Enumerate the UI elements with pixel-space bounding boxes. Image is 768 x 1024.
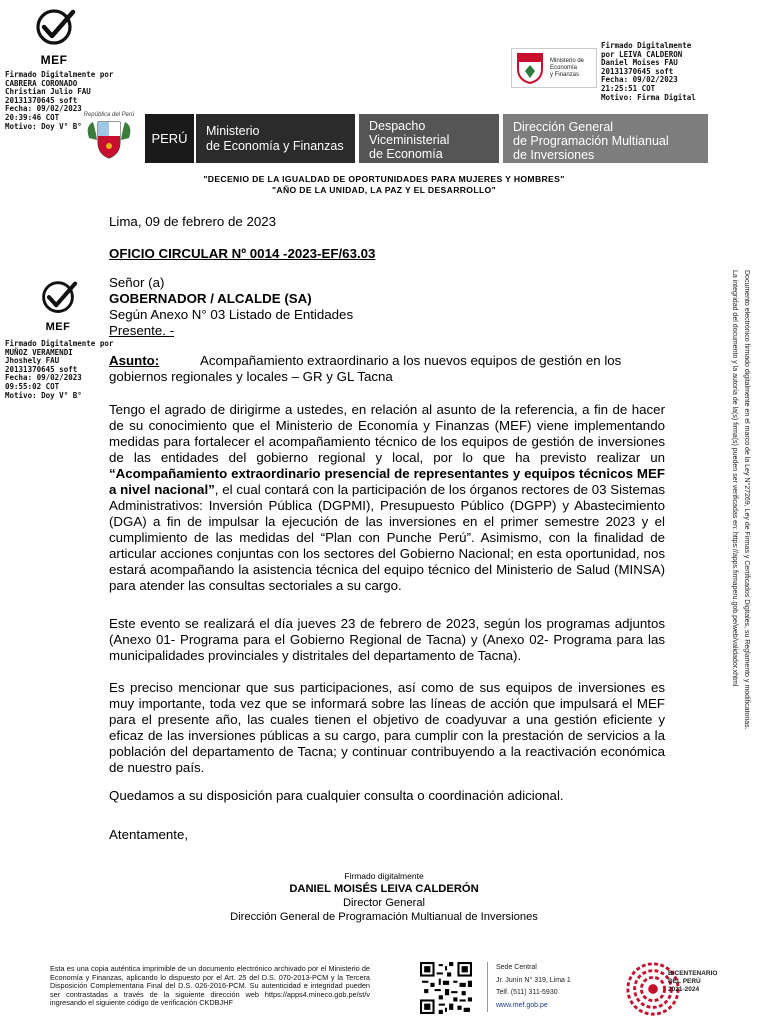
header-vice-line: Despacho — [369, 119, 426, 133]
signature-stamp-leiva — [601, 42, 696, 102]
header-viceministry — [359, 114, 499, 163]
closing: Atentamente, — [109, 827, 189, 842]
qr-code-icon — [420, 962, 472, 1014]
p1-text-b: , el cual contará con la participación de los órganos rectores de 03 Sistemas Administrativos: Inversión Pública (DGPMI), Presupuesto Público (DGPP) y Abastecimiento (DGA) a fin de impulsar la ejecución de las inversiones en el primer semestre 2023 y el cumplimiento de las medidas del “Plan con Punche Perú”. Asimismo, con la finalidad de articular acciones conjuntas con los sectores del Gobierno Nacional; en esta oportunidad, nos estará acompañando la asistencia técnica del equipo técnico del Ministerio de Salud (MINSA) para atender las consultas sectoriales a su cargo. — [109, 482, 665, 593]
ministry-emblem-top-right — [511, 48, 597, 88]
stamp-line: Motivo: Doy V° B° — [5, 390, 82, 400]
digital-signature-side-note — [722, 270, 762, 740]
p1-text-a: Tengo el agrado de dirigirme a ustedes, en relación al asunto de la referencia, a fin de hacer de su conocimiento que el Ministerio de Economía y Finanzas (MEF) viene implementando medidas para fortalecer el acompañamiento técnico de los equipos de gestión de inversiones de las entidades del gobierno regional y local, por lo que ha previsto realizar un — [109, 402, 665, 465]
stamp-line: 20131370645 soft — [601, 66, 674, 76]
presente: Presente. - — [109, 323, 175, 338]
decenio-line: "DECENIO DE LA IGUALDAD DE OPORTUNIDADES PARA MUJERES Y HOMBRES" — [203, 174, 565, 184]
emblem-line: Ministerio de — [550, 57, 585, 64]
coat-of-arms-icon — [84, 118, 134, 162]
stamp-line: Firmado Digitalmente por — [5, 339, 114, 348]
mef-logo-top — [28, 8, 80, 67]
stamp-line: Firmado Digitalmente — [601, 41, 692, 50]
stamp-line: 20131370645 soft — [5, 364, 78, 374]
stamp-line: MUÑOZ VERAMENDI — [5, 347, 73, 357]
signature-name: DANIEL MOISÉS LEIVA CALDERÓN — [289, 883, 479, 895]
header-dg-line: de Inversiones — [513, 148, 595, 162]
peru-shield-icon — [515, 51, 545, 85]
asunto-text: Acompañamiento extraordinario a los nuevos equipos de gestión en los gobiernos regionales y locales – GR y GL Tacna — [109, 353, 622, 384]
stamp-line: Motivo: Doy V° B° — [5, 121, 82, 131]
paragraph-3: Es preciso mencionar que sus participaciones, así como de sus equipos de inversiones es muy importante, toda vez que se informará sobre las líneas de acción que impulsará el MEF para el presente año, las cuales tienen el objetivo de coadyuvar a una gestión eficiente y eficaz de las inversiones públicas a su cargo, para cumplir con la prestación de servicios a la población del departamento de Tacna; y continuar contribuyendo a la reactivación económica de nuestro país. — [109, 680, 665, 775]
mef-check-icon — [37, 280, 79, 316]
paragraph-2: Este evento se realizará el día jueves 23 de febrero de 2023, según los programas adjuntos (Anexo 01- Programa para el Gobierno Regional de Tacna) y (Anexo 02- Programa para las municipalidades provinciales y distritales del departamento de Tacna). — [109, 616, 665, 663]
bicent-line: DEL PERÚ — [668, 978, 701, 985]
mef-logo-text: MEF — [40, 53, 68, 67]
stamp-line: 09:55:02 COT — [5, 381, 60, 391]
stamp-line: Daniel Moises FAU — [601, 58, 678, 68]
stamp-line: Christian Julio FAU — [5, 87, 91, 97]
authenticity-note: Esta es una copia auténtica imprimible de un documento electrónico archivado por el Ministerio de Economía y Finanzas, aplicando lo dispuesto por el Art. 25 del D.S. 070-2013-PCM y la Tercera Disposición Complementaria Final del D.S. 026-2016-PCM. Su autenticidad e integridad pueden ser contrastadas a través de la siguiente dirección web https://apps4.mineco.gob.pe/st/v ingresando el siguiente código de verificación CKDBJHF — [50, 964, 370, 1007]
annex-reference: Según Anexo N° 03 Listado de Entidades — [109, 307, 354, 322]
header-dg-line: Dirección General — [513, 120, 614, 134]
header-dg-line: de Programación Multianual — [513, 134, 669, 148]
stamp-line: Firmado Digitalmente por — [5, 70, 114, 79]
contact-address: Jr. Junín N° 319, Lima 1 — [496, 976, 571, 984]
emblem-line: y Finanzas — [550, 71, 580, 78]
signature-stamp-munoz — [5, 340, 113, 400]
side-note-line: Documento electrónico firmado digitalmente en el marco de la Ley N°27269, Ley de Firmas y Certificados Digitales, su Reglamento y modificatorias. — [743, 270, 750, 730]
bicent-line: 2021-2024 — [668, 986, 700, 993]
stamp-line: Jhoshely FAU — [5, 356, 60, 366]
shield-caption: República del Perú — [83, 112, 135, 118]
header-ministry-line: Ministerio — [206, 124, 260, 138]
header-peru: PERÚ — [145, 114, 195, 163]
peru-coat-of-arms — [80, 112, 138, 167]
stamp-line: Fecha: 09/02/2023 — [5, 104, 82, 114]
letter-date: Lima, 09 de febrero de 2023 — [109, 214, 277, 229]
stamp-line: Fecha: 09/02/2023 — [5, 373, 82, 383]
stamp-line: 20131370645 soft — [5, 95, 78, 105]
salutation: Señor (a) — [109, 275, 165, 290]
signature-title: Director General — [342, 897, 426, 909]
contact-info — [487, 962, 571, 1012]
contact-web[interactable]: www.mef.gob.pe — [496, 1001, 548, 1009]
asunto-label: Asunto: — [109, 353, 160, 368]
paragraph-4: Quedamos a su disposición para cualquier consulta o coordinación adicional. — [109, 788, 564, 803]
stamp-line: 20:39:46 COT — [5, 112, 60, 122]
bicent-line: BICENTENARIO — [668, 970, 718, 977]
bicentenario-text — [668, 970, 717, 994]
stamp-line: Fecha: 09/02/2023 — [601, 75, 678, 85]
stamp-line: por LEIVA CALDERON — [601, 49, 683, 59]
stamp-line: Motivo: Firma Digital — [601, 92, 696, 102]
header-ministry-line: de Economía y Finanzas — [206, 139, 344, 153]
addressee-block — [109, 275, 665, 339]
paragraph-1 — [109, 402, 665, 594]
institution-header-bar — [145, 114, 708, 163]
decenio-banner — [0, 174, 768, 196]
stamp-line: 21:25:51 COT — [601, 83, 656, 93]
signature-office: Dirección General de Programación Multianual de Inversiones — [230, 911, 538, 923]
addressee: GOBERNADOR / ALCALDE (SA) — [109, 291, 312, 306]
oficio-number: OFICIO CIRCULAR Nº 0014 -2023-EF/63.03 — [109, 246, 376, 261]
p1-bold: “Acompañamiento extraordinario presencial de representantes y equipos técnicos MEF a nivel nacional” — [109, 466, 665, 497]
header-ministry — [195, 114, 355, 163]
header-direccion-general — [503, 114, 708, 163]
decenio-line: "AÑO DE LA UNIDAD, LA PAZ Y EL DESARROLLO" — [271, 185, 497, 195]
signature-block — [150, 870, 618, 924]
header-vice-line: Viceministerial — [369, 133, 450, 147]
asunto — [109, 353, 665, 385]
stamp-line: CABRERA CORONADO — [5, 78, 78, 88]
contact-phone: Telf. (511) 311-5930 — [496, 989, 558, 996]
contact-sede: Sede Central — [496, 964, 537, 971]
header-vice-line: de Economía — [369, 147, 443, 161]
emblem-line: Economía — [550, 64, 578, 71]
mef-check-icon — [31, 8, 77, 48]
mef-logo-text: MEF — [45, 321, 71, 333]
signature-firmado: Firmado digitalmente — [344, 871, 424, 881]
mef-logo-middle — [34, 280, 82, 333]
side-note-line: La integridad del documento y la autoría de la(s) firma(s) pueden ser verificadas en: https://apps.firmaperu.gob.pe/web/validador.xhtml — [731, 270, 738, 687]
